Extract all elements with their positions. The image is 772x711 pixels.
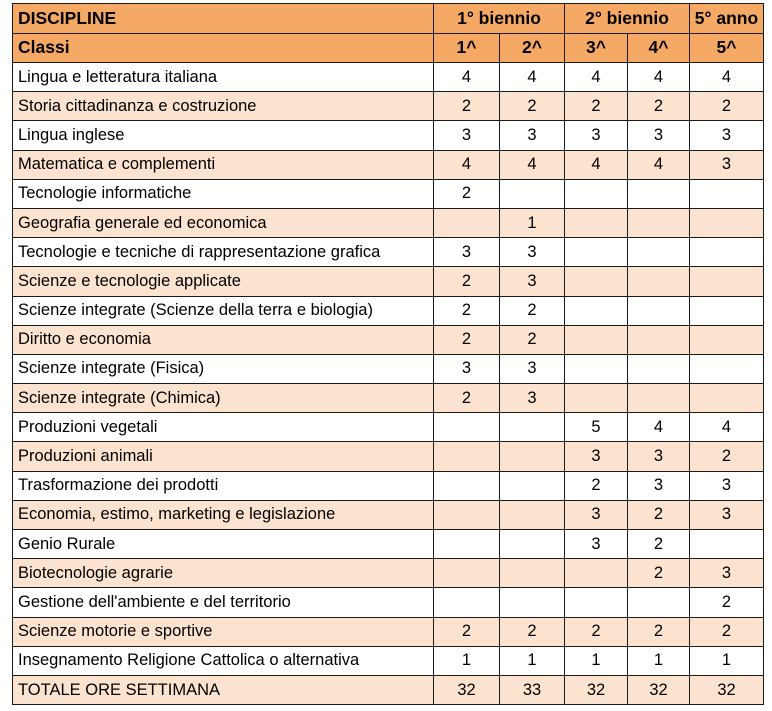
subject-cell: Insegnamento Religione Cattolica o alternativa [13, 646, 434, 675]
hours-cell: 2 [500, 325, 565, 354]
hours-cell [434, 559, 500, 588]
subject-cell: Produzioni vegetali [13, 413, 434, 442]
table-row [13, 413, 764, 442]
hours-cell: 2 [690, 588, 764, 617]
table-row [13, 530, 764, 559]
discipline-header: DISCIPLINE [13, 4, 434, 34]
hours-cell: 3 [690, 500, 764, 529]
hours-cell: 2 [434, 92, 500, 121]
subject-cell: Lingua e letteratura italiana [13, 63, 434, 92]
hours-cell: 3 [500, 384, 565, 413]
hours-cell: 1 [690, 646, 764, 675]
hours-cell: 4 [690, 413, 764, 442]
second-biennium-header: 2° biennio [565, 4, 690, 34]
hours-cell: 2 [690, 92, 764, 121]
subject-cell: Gestione dell'ambiente e del territorio [13, 588, 434, 617]
hours-cell: 3 [565, 500, 628, 529]
hours-cell: 4 [628, 150, 690, 179]
hours-cell [628, 238, 690, 267]
hours-cell: 4 [628, 413, 690, 442]
table-row [13, 675, 764, 704]
hours-cell [690, 296, 764, 325]
hours-cell: 2 [628, 92, 690, 121]
classes-label: Classi [13, 33, 434, 63]
hours-cell [565, 384, 628, 413]
hours-cell [500, 588, 565, 617]
hours-cell: 2 [434, 325, 500, 354]
hours-cell [434, 442, 500, 471]
hours-cell [690, 208, 764, 237]
hours-cell [565, 179, 628, 208]
hours-cell [500, 559, 565, 588]
subject-cell: Diritto e economia [13, 325, 434, 354]
hours-cell: 3 [565, 121, 628, 150]
hours-cell [434, 208, 500, 237]
hours-cell: 2 [434, 179, 500, 208]
subject-cell: Lingua inglese [13, 121, 434, 150]
hours-cell [500, 442, 565, 471]
subject-cell: Produzioni animali [13, 442, 434, 471]
subject-cell: Biotecnologie agrarie [13, 559, 434, 588]
hours-cell [690, 238, 764, 267]
hours-cell: 3 [500, 121, 565, 150]
hours-cell [565, 267, 628, 296]
hours-cell: 3 [690, 559, 764, 588]
hours-cell: 3 [500, 267, 565, 296]
hours-cell [690, 354, 764, 383]
hours-cell: 3 [434, 354, 500, 383]
hours-cell: 5 [565, 413, 628, 442]
subject-cell: Scienze integrate (Chimica) [13, 384, 434, 413]
table-row [13, 354, 764, 383]
hours-cell: 2 [565, 617, 628, 646]
hours-cell: 3 [628, 121, 690, 150]
hours-cell: 32 [434, 675, 500, 704]
hours-cell [628, 208, 690, 237]
table-row [13, 442, 764, 471]
hours-cell [690, 384, 764, 413]
hours-cell [434, 530, 500, 559]
timetable-body [13, 4, 764, 705]
hours-cell: 4 [565, 63, 628, 92]
group-header-row [13, 4, 764, 34]
table-row [13, 208, 764, 237]
hours-cell [434, 500, 500, 529]
subject-cell: Genio Rurale [13, 530, 434, 559]
table-row [13, 588, 764, 617]
hours-cell: 32 [628, 675, 690, 704]
hours-cell [628, 267, 690, 296]
hours-cell [500, 179, 565, 208]
hours-cell: 3 [434, 121, 500, 150]
subject-cell: Tecnologie informatiche [13, 179, 434, 208]
hours-cell: 32 [565, 675, 628, 704]
table-row [13, 121, 764, 150]
table-row [13, 471, 764, 500]
hours-cell [628, 354, 690, 383]
subject-cell: Economia, estimo, marketing e legislazione [13, 500, 434, 529]
hours-cell: 2 [434, 617, 500, 646]
hours-cell: 33 [500, 675, 565, 704]
class-header: 1^ [434, 33, 500, 63]
hours-cell [628, 384, 690, 413]
hours-cell: 3 [565, 530, 628, 559]
hours-cell: 1 [434, 646, 500, 675]
hours-cell [565, 296, 628, 325]
hours-cell: 3 [434, 238, 500, 267]
hours-cell [690, 530, 764, 559]
subject-cell: Scienze motorie e sportive [13, 617, 434, 646]
hours-cell [628, 325, 690, 354]
table-row [13, 646, 764, 675]
hours-cell: 3 [690, 471, 764, 500]
hours-cell: 1 [628, 646, 690, 675]
hours-cell [690, 179, 764, 208]
table-row [13, 63, 764, 92]
hours-cell [565, 354, 628, 383]
hours-cell: 2 [434, 267, 500, 296]
hours-cell: 4 [434, 150, 500, 179]
hours-cell: 2 [434, 384, 500, 413]
hours-cell [500, 500, 565, 529]
hours-cell [628, 296, 690, 325]
hours-cell [500, 530, 565, 559]
hours-cell: 4 [500, 150, 565, 179]
hours-cell [434, 471, 500, 500]
hours-cell: 3 [500, 354, 565, 383]
subject-cell: Scienze integrate (Scienze della terra e biologia) [13, 296, 434, 325]
hours-cell: 2 [500, 617, 565, 646]
hours-cell: 3 [690, 121, 764, 150]
table-row [13, 267, 764, 296]
hours-cell: 2 [690, 442, 764, 471]
timetable [12, 3, 764, 705]
hours-cell [434, 413, 500, 442]
table-row [13, 92, 764, 121]
hours-cell: 4 [628, 63, 690, 92]
hours-cell [565, 238, 628, 267]
table-row [13, 559, 764, 588]
hours-cell [565, 325, 628, 354]
table-row [13, 325, 764, 354]
table-row [13, 150, 764, 179]
hours-cell: 1 [500, 208, 565, 237]
table-row [13, 238, 764, 267]
hours-cell: 2 [565, 471, 628, 500]
subject-cell: Trasformazione dei prodotti [13, 471, 434, 500]
hours-cell: 4 [690, 63, 764, 92]
hours-cell [434, 588, 500, 617]
hours-cell: 3 [565, 442, 628, 471]
subject-cell: Storia cittadinanza e costruzione [13, 92, 434, 121]
table-row [13, 296, 764, 325]
hours-cell: 1 [500, 646, 565, 675]
hours-cell: 3 [628, 471, 690, 500]
hours-cell [628, 588, 690, 617]
class-header: 4^ [628, 33, 690, 63]
subject-cell: Tecnologie e tecniche di rappresentazione grafica [13, 238, 434, 267]
table-row [13, 500, 764, 529]
table-row [13, 617, 764, 646]
subject-cell: TOTALE ORE SETTIMANA [13, 675, 434, 704]
hours-cell: 2 [628, 617, 690, 646]
fifth-year-header: 5° anno [690, 4, 764, 34]
hours-cell: 2 [500, 92, 565, 121]
hours-cell: 2 [628, 559, 690, 588]
subject-cell: Matematica e complementi [13, 150, 434, 179]
hours-cell [628, 179, 690, 208]
subject-cell: Geografia generale ed economica [13, 208, 434, 237]
hours-cell: 2 [628, 500, 690, 529]
hours-cell: 4 [565, 150, 628, 179]
hours-cell: 2 [434, 296, 500, 325]
hours-cell: 4 [500, 63, 565, 92]
hours-cell [565, 208, 628, 237]
hours-cell [500, 413, 565, 442]
hours-cell: 2 [565, 92, 628, 121]
class-header: 3^ [565, 33, 628, 63]
hours-cell [690, 325, 764, 354]
subject-cell: Scienze integrate (Fisica) [13, 354, 434, 383]
subject-cell: Scienze e tecnologie applicate [13, 267, 434, 296]
hours-cell: 2 [500, 296, 565, 325]
class-header: 2^ [500, 33, 565, 63]
hours-cell: 32 [690, 675, 764, 704]
hours-cell [565, 559, 628, 588]
hours-cell: 3 [628, 442, 690, 471]
hours-cell [500, 471, 565, 500]
hours-cell: 3 [500, 238, 565, 267]
hours-cell [690, 267, 764, 296]
hours-cell: 4 [434, 63, 500, 92]
table-row [13, 384, 764, 413]
hours-cell: 2 [690, 617, 764, 646]
hours-cell [565, 588, 628, 617]
table-row [13, 179, 764, 208]
hours-cell: 1 [565, 646, 628, 675]
class-header: 5^ [690, 33, 764, 63]
classes-header-row [13, 33, 764, 63]
hours-cell: 2 [628, 530, 690, 559]
hours-cell: 3 [690, 150, 764, 179]
first-biennium-header: 1° biennio [434, 4, 565, 34]
